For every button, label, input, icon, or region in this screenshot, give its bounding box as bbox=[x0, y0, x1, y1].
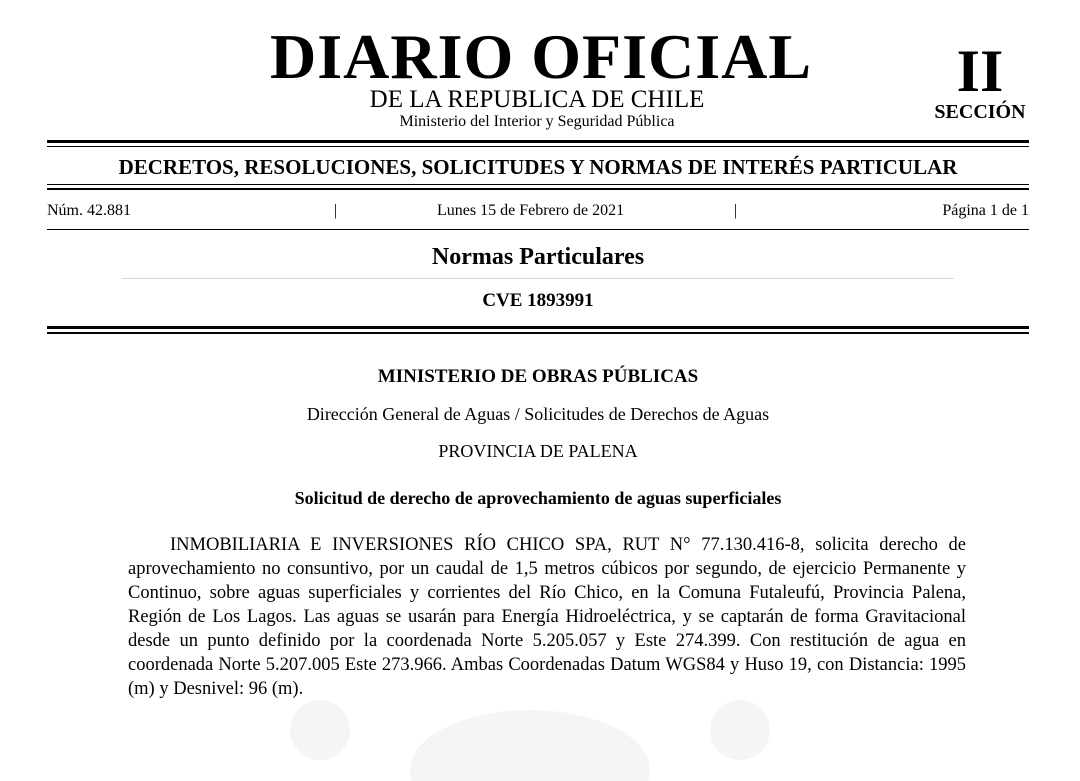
request-title: Solicitud de derecho de aprovechamiento de aguas superficiales bbox=[294, 488, 782, 508]
issue-number: Núm. 42.881 bbox=[47, 202, 131, 219]
header-rule-thin bbox=[47, 146, 1029, 147]
meta-rule bbox=[47, 229, 1029, 230]
section-numeral: II bbox=[956, 38, 1004, 104]
directorate-line: Dirección General de Aguas / Solicitudes de Derechos de Aguas bbox=[306, 404, 770, 424]
request-body-paragraph: INMOBILIARIA E INVERSIONES RÍO CHICO SPA, RUT N° 77.130.416-8, solicita derecho de aprovechamiento no consuntivo, por un caudal de 1,5 metros cúbicos por segundo, de ejercicio Permanente y Continuo, sobre aguas superficiales y corrientes del Río Chico, en la Comuna Futaleufú, Provincia Palena, Región de Los Lagos. Las aguas se usarán para Energía Hidroeléctrica, y se captarán de forma Gravitacional desde un punto definido por la coordenada Norte 5.205.057 y Este 274.399. Con restitución de agua en coordenada Norte 5.207.005 Este 273.966. Ambas Coordenadas Datum WGS84 y Huso 19, con Distancia: 1995 (m) y Desnivel: 96 (m). bbox=[128, 535, 966, 699]
normas-divider bbox=[122, 278, 954, 279]
cve-rule-thin bbox=[47, 332, 1029, 334]
band-rule-bottom bbox=[47, 188, 1029, 190]
ministry-heading: MINISTERIO DE OBRAS PÚBLICAS bbox=[377, 366, 699, 387]
issue-meta-row bbox=[47, 201, 1029, 223]
header-band: DECRETOS, RESOLUCIONES, SOLICITUDES Y NORMAS DE INTERÉS PARTICULAR bbox=[118, 155, 958, 179]
band-rule-top bbox=[47, 184, 1029, 185]
cve-rule-thick bbox=[47, 326, 1029, 329]
issue-date: Lunes 15 de Febrero de 2021 bbox=[437, 202, 625, 219]
masthead-title: DIARIO OFICIAL bbox=[270, 21, 813, 92]
meta-separator: | bbox=[334, 202, 338, 219]
province-line: PROVINCIA DE PALENA bbox=[438, 441, 638, 461]
cve-code: CVE 1893991 bbox=[482, 290, 594, 311]
normas-title: Normas Particulares bbox=[431, 244, 645, 270]
masthead-ministry: Ministerio del Interior y Seguridad Pública bbox=[399, 113, 675, 130]
masthead-subtitle: DE LA REPUBLICA DE CHILE bbox=[369, 86, 705, 113]
coat-of-arms-watermark bbox=[250, 690, 810, 781]
header-rule-thick bbox=[47, 140, 1029, 143]
section-label: SECCIÓN bbox=[934, 101, 1026, 123]
meta-separator: | bbox=[734, 202, 738, 219]
page-indicator: Página 1 de 1 bbox=[942, 202, 1029, 219]
